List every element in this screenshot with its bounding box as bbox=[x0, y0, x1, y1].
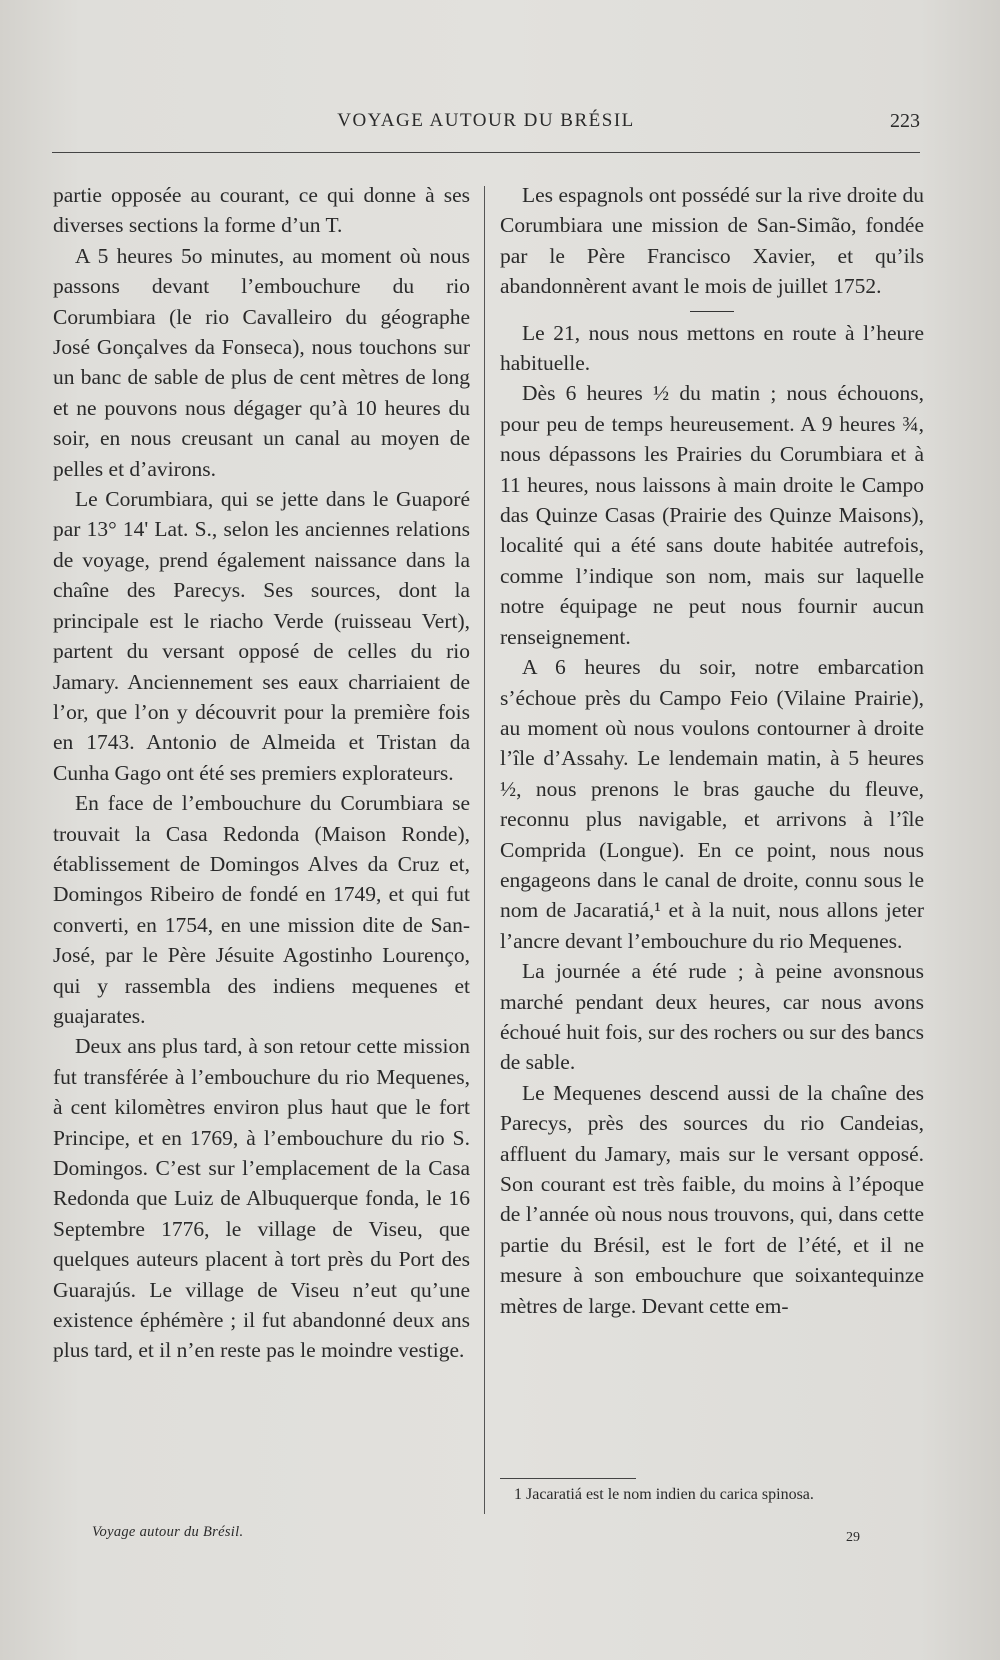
header-rule bbox=[52, 152, 920, 153]
paragraph: Le Corumbiara, qui se jette dans le Guaporé par 13° 14' Lat. S., selon les anciennes relations de voyage, prend également naissance dans la chaîne des Parecys. Ses sources, dont la principale est le riacho Verde (ruisseau Vert), partent du versant opposé de celles du rio Jamary. Anciennement ses eaux charriaient de l’or, que l’on y découvrit pour la première fois en 1743. Antonio de Almeida et Tristan da Cunha Gago ont été ses premiers explorateurs. bbox=[53, 487, 470, 785]
column-divider bbox=[484, 186, 485, 1514]
section-break-rule bbox=[690, 311, 734, 312]
running-title: VOYAGE AUTOUR DU BRÉSIL bbox=[337, 110, 635, 131]
left-column bbox=[53, 180, 470, 1366]
paragraph: Deux ans plus tard, à son retour cette mission fut transférée à l’embouchure du rio Mequenes, à cent kilomètres environ plus haut que le fort Principe, et en 1769, à l’embouchure du rio S. Domingos. C’est sur l’emplacement de la Casa Redonda que Luiz de Albuquerque fonda, le 16 Septembre 1776, le village de Viseu, que quelques auteurs placent à tort près du Port des Guarajús. Le village de Viseu n’eut qu’une existence éphémère ; il fut abandonné deux ans plus tard, et il n’en reste pas le moindre vestige. bbox=[53, 1034, 470, 1363]
paragraph: Les espagnols ont possédé sur la rive droite du Corumbiara une mission de San-Simão, fondée par le Père Francisco Xavier, et qu’ils abandonnèrent avant le mois de juillet 1752. bbox=[500, 183, 924, 299]
paragraph: Dès 6 heures ½ du matin ; nous échouons, pour peu de temps heureusement. A 9 heures ¾, nous dépassons les Prairies du Corumbiara et à 11 heures, nous laissons à main droite le Campo das Quinze Casas (Prairie des Quinze Maisons), localité qui a été sans doute habitée autrefois, comme l’indique son nom, mais sur laquelle notre équipage ne peut nous fournir aucun renseignement. bbox=[500, 381, 924, 649]
page-number: 223 bbox=[890, 110, 920, 132]
signature-mark: Voyage autour du Brésil. bbox=[92, 1524, 244, 1540]
paragraph: A 6 heures du soir, notre embarcation s’échoue près du Campo Feio (Vilaine Prairie), au moment où nous voulons contourner à droite l’île d’Assahy. Le lendemain matin, à 5 heures ½, nous prenons le bras gauche du fleuve, reconnu plus navigable, et arrivons à l’île Comprida (Longue). En ce point, nous nous engageons dans le canal de droite, connu sous le nom de Jacaratiá,¹ et à la nuit, nous allons jeter l’ancre devant l’embouchure du rio Mequenes. bbox=[500, 655, 924, 953]
footnote bbox=[500, 1484, 924, 1506]
running-head bbox=[52, 108, 920, 138]
footnote-text: 1 Jacaratiá est le nom indien du carica spinosa. bbox=[514, 1486, 814, 1503]
sheet-number: 29 bbox=[846, 1530, 860, 1545]
paragraph: La journée a été rude ; à peine avonsnous marché pendant deux heures, car nous avons échoué huit fois, sur des rochers ou sur des bancs de sable. bbox=[500, 959, 924, 1075]
paragraph: En face de l’embouchure du Corumbiara se trouvait la Casa Redonda (Maison Ronde), établissement de Domingos Alves da Cruz et, Domingos Ribeiro de fondé en 1749, et qui fut converti, en 1754, en une mission dite de San-José, par le Père Jésuite Agostinho Lourenço, qui y rassembla des indiens mequenes et guajarates. bbox=[53, 791, 470, 1028]
paragraph: partie opposée au courant, ce qui donne à ses diverses sections la forme d’un T. bbox=[53, 183, 470, 238]
paragraph: A 5 heures 5o minutes, au moment où nous passons devant l’embouchure du rio Corumbiara (le rio Cavalleiro du géographe José Gonçalves da Fonseca), nous touchons sur un banc de sable de plus de cent mètres de long et ne pouvons nous dégager qu’à 10 heures du soir, en nous creusant un canal au moyen de pelles et d’avirons. bbox=[53, 243, 470, 481]
section-break bbox=[500, 302, 924, 318]
right-column bbox=[500, 180, 924, 1321]
footnote-rule bbox=[500, 1478, 636, 1479]
paragraph: Le 21, nous nous mettons en route à l’heure habituelle. bbox=[500, 320, 924, 376]
paragraph: Le Mequenes descend aussi de la chaîne des Parecys, près des sources du rio Candeias, affluent du Jamary, mais sur le versant opposé. Son courant est très faible, du moins à l’époque de l’année où nous nous trouvons, qui, dans cette partie du Brésil, est le fort de l’été, et il ne mesure à son embouchure que soixantequinze mètres de large. Devant cette em- bbox=[500, 1080, 924, 1318]
